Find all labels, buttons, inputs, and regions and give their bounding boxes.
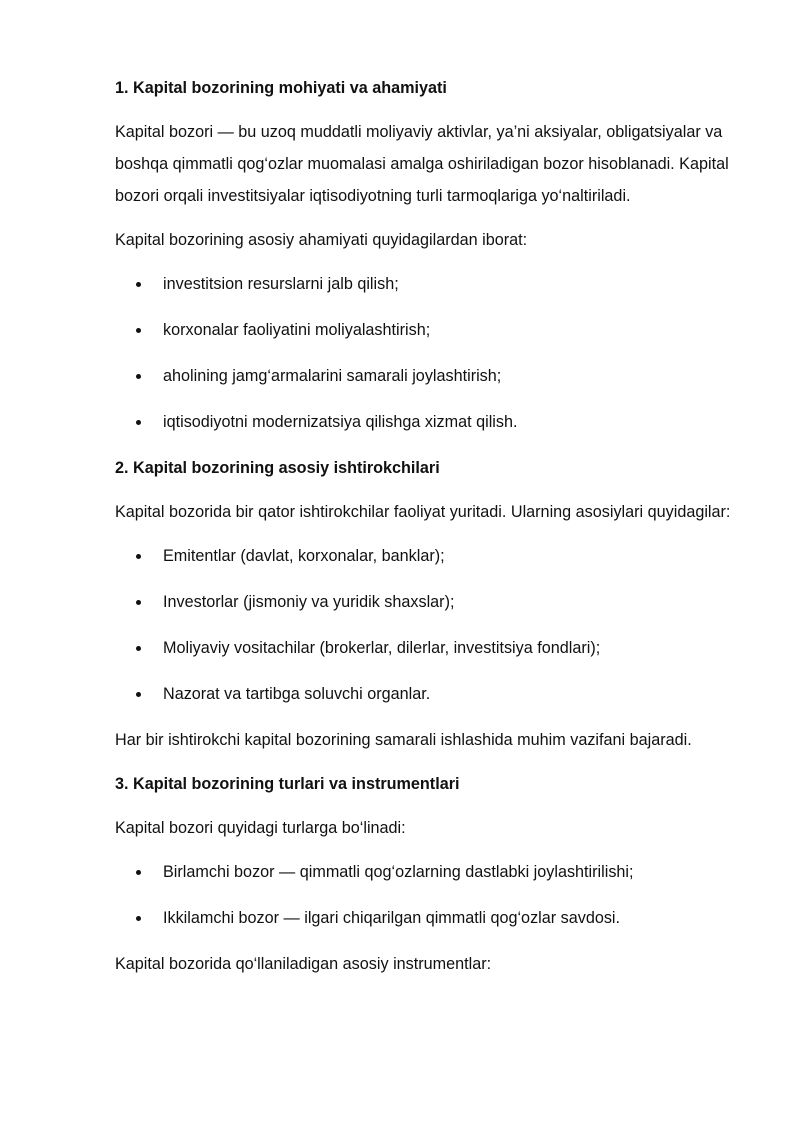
list-item-text: korxonalar faoliyatini moliyalashtirish; bbox=[163, 321, 431, 339]
bullet-icon bbox=[136, 916, 141, 921]
section-2-closing: Har bir ishtirokchi kapital bozorining samarali ishlashida muhim vazifani bajaradi. bbox=[115, 731, 692, 749]
bullet-icon bbox=[136, 420, 141, 425]
bullet-icon bbox=[136, 374, 141, 379]
list-item-text: Ikkilamchi bozor — ilgari chiqarilgan qimmatli qog‘ozlar savdosi. bbox=[163, 909, 621, 927]
document-body bbox=[115, 72, 745, 992]
list-item-text: aholining jamg‘armalarini samarali joylashtirish; bbox=[163, 367, 502, 385]
bullet-icon bbox=[136, 328, 141, 333]
list-item bbox=[115, 902, 745, 934]
bullet-icon bbox=[136, 600, 141, 605]
bullet-icon bbox=[136, 870, 141, 875]
section-3-closing: Kapital bozorida qo‘llaniladigan asosiy instrumentlar: bbox=[115, 955, 492, 973]
bullet-icon bbox=[136, 646, 141, 651]
list-item bbox=[115, 268, 745, 300]
section-3-intro: Kapital bozori quyidagi turlarga bo‘linadi: bbox=[115, 819, 406, 837]
list-item-text: Nazorat va tartibga soluvchi organlar. bbox=[163, 685, 431, 703]
bullet-icon bbox=[136, 282, 141, 287]
list-item-text: iqtisodiyotni modernizatsiya qilishga xizmat qilish. bbox=[163, 413, 518, 431]
section-1-intro: Kapital bozori — bu uzoq muddatli moliyaviy aktivlar, ya’ni aksiyalar, obligatsiyalar va boshqa qimmatli qog‘ozlar muomalasi amalga oshiriladigan bozor hisoblanadi. Kapital bozori orqali investitsiyalar iqtisodiyotning turli tarmoqlariga yo‘naltiriladi. bbox=[115, 123, 729, 205]
list-item bbox=[115, 678, 745, 710]
list-item bbox=[115, 314, 745, 346]
list-item-text: Moliyaviy vositachilar (brokerlar, dilerlar, investitsiya fondlari); bbox=[163, 639, 601, 657]
section-3-heading: 3. Kapital bozorining turlari va instrumentlari bbox=[115, 775, 460, 793]
bullet-icon bbox=[136, 692, 141, 697]
list-item-text: Investorlar (jismoniy va yuridik shaxslar); bbox=[163, 593, 455, 611]
section-2-heading: 2. Kapital bozorining asosiy ishtirokchilari bbox=[115, 459, 440, 477]
list-item bbox=[115, 586, 745, 618]
list-item bbox=[115, 406, 745, 438]
list-item-text: Emitentlar (davlat, korxonalar, banklar); bbox=[163, 547, 445, 565]
list-item bbox=[115, 856, 745, 888]
section-1-list-intro: Kapital bozorining asosiy ahamiyati quyidagilardan iborat: bbox=[115, 231, 528, 249]
bullet-icon bbox=[136, 554, 141, 559]
list-item-text: investitsion resurslarni jalb qilish; bbox=[163, 275, 399, 293]
list-item-text: Birlamchi bozor — qimmatli qog‘ozlarning dastlabki joylashtirilishi; bbox=[163, 863, 634, 881]
section-2-list bbox=[115, 540, 745, 710]
list-item bbox=[115, 632, 745, 664]
section-2-intro: Kapital bozorida bir qator ishtirokchilar faoliyat yuritadi. Ularning asosiylari quyidagilar: bbox=[115, 503, 731, 521]
section-3-list bbox=[115, 856, 745, 934]
list-item bbox=[115, 540, 745, 572]
list-item bbox=[115, 360, 745, 392]
section-1-list bbox=[115, 268, 745, 438]
section-1-heading: 1. Kapital bozorining mohiyati va ahamiyati bbox=[115, 79, 447, 97]
